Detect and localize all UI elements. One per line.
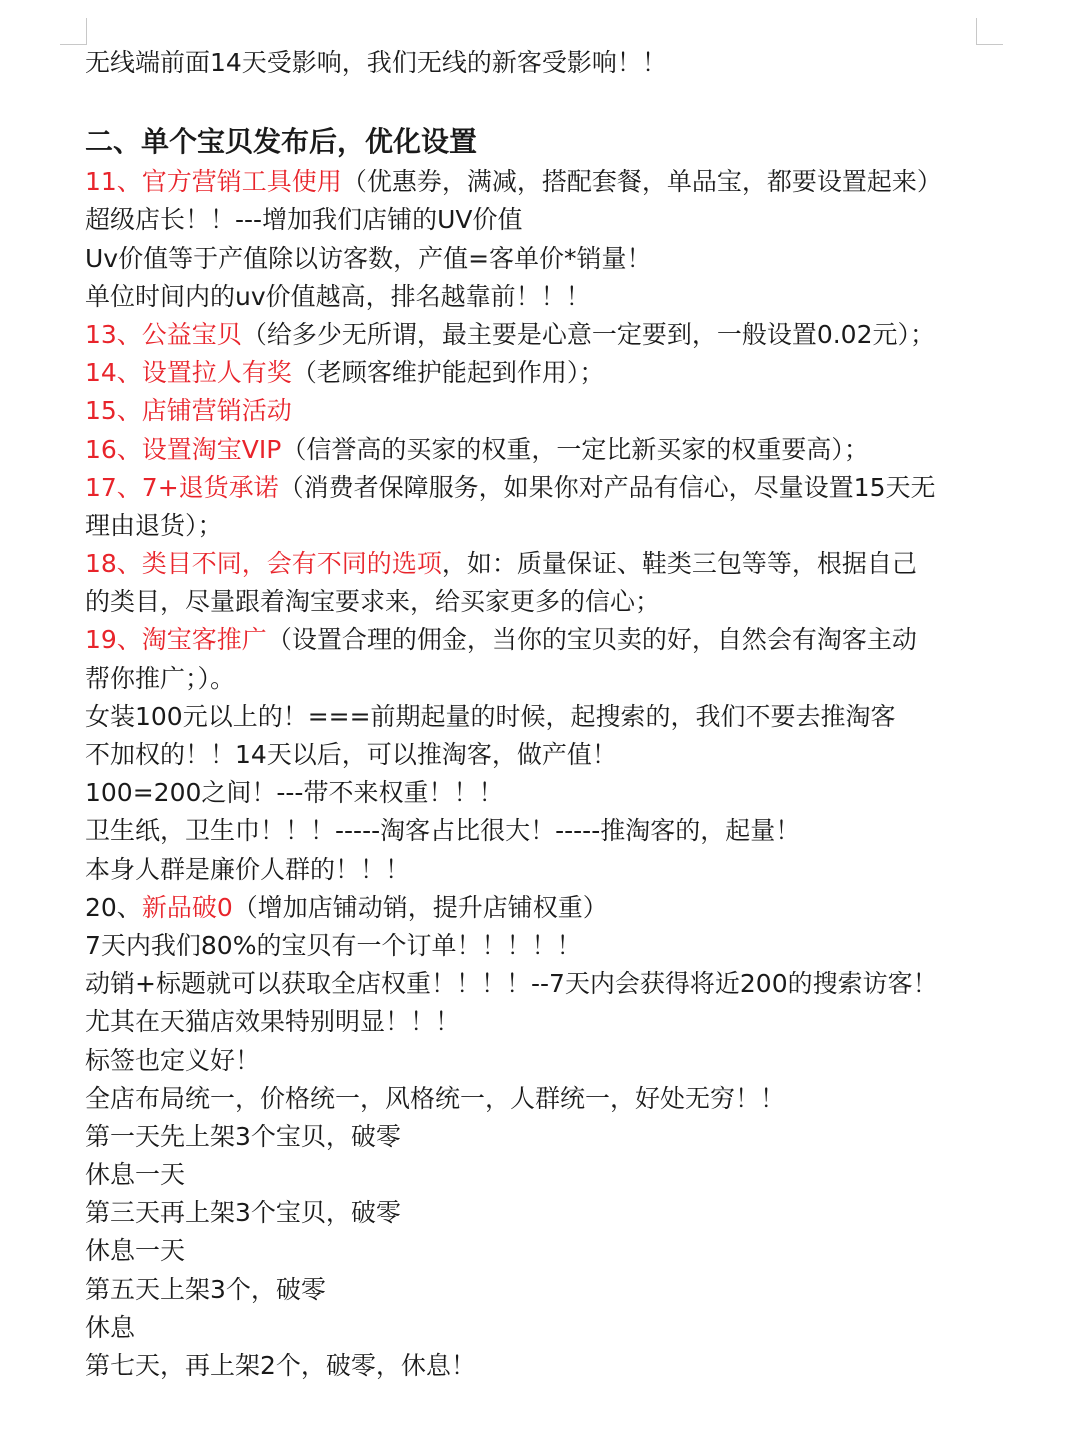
document-line [85, 1271, 1045, 1309]
document-line [85, 545, 1045, 583]
document-line [85, 1232, 1045, 1270]
document-line [85, 240, 1045, 278]
line-text: 卫生纸，卫生巾！！！-----淘客占比很大！-----推淘客的，起量！ [85, 816, 801, 846]
document-line [85, 1347, 1045, 1385]
document-line [85, 965, 1045, 1003]
document-line [85, 736, 1045, 774]
document-line [85, 1194, 1045, 1232]
line-text: 第三天再上架3个宝贝，破零 [85, 1198, 401, 1228]
page-corner-mark-top-right [976, 18, 1003, 45]
document-line [85, 851, 1045, 889]
document-line [85, 1003, 1045, 1041]
document-line [85, 1118, 1045, 1156]
intro-line: 无线端前面14天受影响，我们无线的新客受影响！！ [85, 48, 667, 77]
line-highlight: 16、设置淘宝VIP [85, 434, 282, 464]
document-line [85, 621, 1045, 659]
line-text: 7天内我们80%的宝贝有一个订单！！！！！ [85, 930, 582, 960]
line-text: （信誉高的买家的权重，一定比新买家的权重要高）； [281, 434, 869, 464]
document-line [85, 201, 1045, 239]
document-line [85, 927, 1045, 965]
line-text: 标签也定义好！ [85, 1045, 261, 1075]
page-corner-mark-top-left [60, 18, 87, 45]
line-text: 超级店长！！---增加我们店铺的UV价值 [85, 205, 523, 235]
document-line [85, 774, 1045, 812]
line-text: 本身人群是廉价人群的！！！ [85, 854, 411, 884]
line-text: （增加店铺动销，提升店铺权重） [232, 892, 608, 922]
line-highlight: 14、设置拉人有奖 [85, 358, 292, 388]
line-text: 动销+标题就可以获取全店权重！！！！--7天内会获得将近200的搜索访客！ [85, 969, 938, 999]
line-highlight: 17、7+退货承诺 [85, 472, 279, 502]
document-line [85, 889, 1045, 927]
line-text: （优惠券，满减，搭配套餐，单品宝，都要设置起来） [341, 167, 942, 197]
line-highlight: 新品破0 [141, 892, 233, 922]
document-line [85, 163, 1045, 201]
document-line [85, 1080, 1045, 1118]
document-line [85, 660, 1045, 698]
line-text: 不加权的！！14天以后，可以推淘客，做产值！ [85, 740, 617, 769]
line-text: （设置合理的佣金，当你的宝贝卖的好，自然会有淘客主动 [266, 625, 917, 655]
document-lines [85, 163, 1045, 1385]
line-text: （消费者保障服务，如果你对产品有信心，尽量设置15天无 [278, 472, 936, 502]
document-line [85, 278, 1045, 316]
document-line [85, 507, 1045, 545]
line-text: 休息一天 [85, 1160, 186, 1190]
document-line [85, 1156, 1045, 1194]
line-text: 休息 [85, 1312, 136, 1342]
line-text: 理由退货）； [85, 510, 223, 540]
document-line [85, 1042, 1045, 1080]
line-prefix: 20、 [85, 892, 142, 922]
document-line [85, 1309, 1045, 1347]
line-text: 帮你推广；）。 [85, 663, 236, 693]
line-text: 的类目，尽量跟着淘宝要求来，给买家更多的信心； [85, 587, 661, 617]
document-line [85, 431, 1045, 469]
document-line [85, 354, 1045, 392]
document-page [85, 44, 1045, 1385]
line-text: 第五天上架3个，破零 [85, 1274, 326, 1304]
document-line [85, 812, 1045, 850]
document-line [85, 583, 1045, 621]
document-line [85, 316, 1045, 354]
line-text: 100=200之间！---带不来权重！！！ [85, 778, 504, 808]
line-highlight: 15、店铺营销活动 [85, 396, 292, 426]
line-text: 单位时间内的uv价值越高，排名越靠前！！！ [85, 281, 591, 311]
line-text: 第七天，再上架2个，破零，休息！ [85, 1351, 476, 1380]
document-line [85, 469, 1045, 507]
document-line [85, 698, 1045, 736]
line-text: Uv价值等于产值除以访客数，产值=客单价*销量！ [85, 243, 652, 273]
line-text: 女装100元以上的！===前期起量的时候，起搜索的，我们不要去推淘客 [85, 701, 896, 731]
line-text: （老顾客维护能起到作用）； [291, 358, 605, 388]
line-highlight: 19、淘宝客推广 [85, 625, 267, 655]
line-text: （给多少无所谓，最主要是心意一定要到，一般设置0.02元）； [241, 319, 935, 349]
line-text: ，如：质量保证、鞋类三包等等，根据自己 [441, 549, 917, 579]
line-highlight: 13、公益宝贝 [85, 319, 242, 349]
line-highlight: 18、类目不同，会有不同的选项 [85, 549, 442, 579]
line-text: 尤其在天猫店效果特别明显！！！ [85, 1007, 461, 1037]
line-text: 休息一天 [85, 1236, 186, 1266]
section-heading: 二、单个宝贝发布后，优化设置 [85, 125, 478, 159]
line-text: 第一天先上架3个宝贝，破零 [85, 1121, 401, 1151]
line-highlight: 11、官方营销工具使用 [85, 167, 342, 197]
line-text: 全店布局统一，价格统一，风格统一，人群统一，好处无穷！！ [85, 1083, 786, 1113]
document-line [85, 392, 1045, 430]
